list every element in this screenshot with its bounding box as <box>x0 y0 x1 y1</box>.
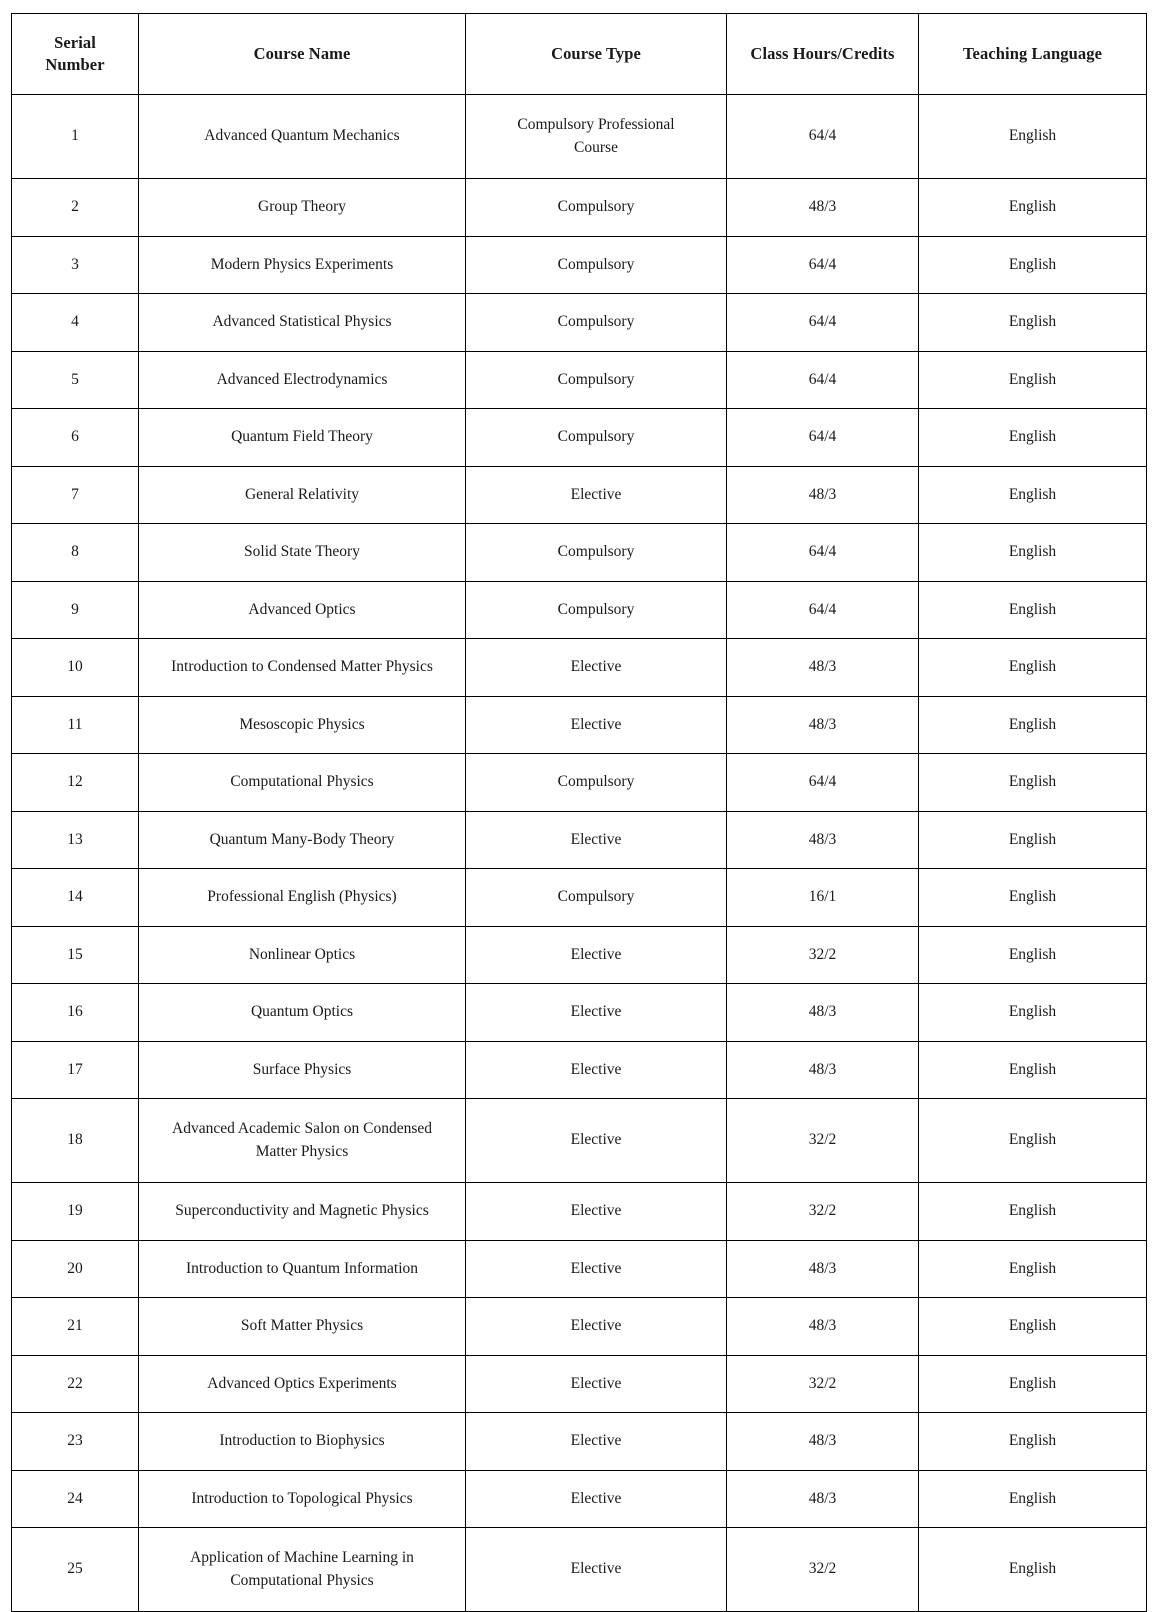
cell-class-hours-credits <box>727 581 919 639</box>
cell-serial-number <box>12 95 139 179</box>
column-header-line: Course Name <box>253 44 351 64</box>
cell-line: 17 <box>67 1060 83 1078</box>
table-row <box>12 524 1147 582</box>
cell-line: Elective <box>570 1131 622 1149</box>
cell-teaching-language <box>919 409 1147 467</box>
cell-line: 48/3 <box>808 485 837 503</box>
table-row <box>12 294 1147 352</box>
cell-line: 10 <box>67 658 83 676</box>
cell-line: Mesoscopic Physics <box>239 715 365 733</box>
cell-line: 48/3 <box>808 1060 837 1078</box>
cell-course-type <box>466 95 727 179</box>
cell-course-name <box>139 1413 466 1471</box>
cell-class-hours-credits <box>727 351 919 409</box>
column-header-line: Class Hours/Credits <box>750 44 895 64</box>
cell-line: 22 <box>67 1374 83 1392</box>
cell-course-type <box>466 1183 727 1241</box>
cell-course-name <box>139 1041 466 1099</box>
cell-course-name <box>139 984 466 1042</box>
cell-line: 1 <box>71 127 79 145</box>
cell-line: English <box>1008 945 1057 963</box>
cell-line: 32/2 <box>808 1560 837 1578</box>
cell-line: Advanced Electrodynamics <box>216 370 388 388</box>
table-row <box>12 351 1147 409</box>
cell-course-name <box>139 1099 466 1183</box>
cell-line: English <box>1008 1131 1057 1149</box>
cell-course-type <box>466 581 727 639</box>
cell-course-name <box>139 754 466 812</box>
cell-course-name <box>139 811 466 869</box>
cell-class-hours-credits <box>727 1470 919 1528</box>
cell-class-hours-credits <box>727 1413 919 1471</box>
cell-course-type <box>466 1355 727 1413</box>
cell-line: Advanced Statistical Physics <box>212 313 392 331</box>
cell-line: Elective <box>570 1374 622 1392</box>
cell-line: 8 <box>71 543 79 561</box>
cell-teaching-language <box>919 1240 1147 1298</box>
cell-course-type <box>466 236 727 294</box>
cell-line: 21 <box>67 1317 83 1335</box>
cell-course-type <box>466 409 727 467</box>
cell-line: 13 <box>67 830 83 848</box>
cell-course-name <box>139 1240 466 1298</box>
cell-class-hours-credits <box>727 926 919 984</box>
cell-class-hours-credits <box>727 811 919 869</box>
cell-teaching-language <box>919 696 1147 754</box>
cell-line: Compulsory <box>557 428 635 446</box>
cell-line: Elective <box>570 1432 622 1450</box>
cell-line: 64/4 <box>808 428 837 446</box>
cell-line: Introduction to Topological Physics <box>191 1489 413 1507</box>
cell-line: English <box>1008 600 1057 618</box>
cell-serial-number <box>12 1413 139 1471</box>
cell-line: Computational Physics <box>230 1571 374 1589</box>
cell-line: Introduction to Biophysics <box>219 1432 385 1450</box>
cell-line: English <box>1008 888 1057 906</box>
cell-teaching-language <box>919 754 1147 812</box>
cell-line: English <box>1008 715 1057 733</box>
cell-class-hours-credits <box>727 754 919 812</box>
cell-line: 25 <box>67 1560 83 1578</box>
cell-line: English <box>1008 1202 1057 1220</box>
cell-line: 32/2 <box>808 945 837 963</box>
cell-line: Compulsory <box>557 773 635 791</box>
cell-line: Elective <box>570 658 622 676</box>
cell-teaching-language <box>919 1413 1147 1471</box>
column-header-line: Teaching Language <box>962 44 1103 64</box>
cell-serial-number <box>12 1183 139 1241</box>
cell-line: General Relativity <box>244 485 360 503</box>
cell-class-hours-credits <box>727 869 919 927</box>
table-row <box>12 1041 1147 1099</box>
table-row <box>12 179 1147 237</box>
cell-course-type <box>466 926 727 984</box>
cell-line: Nonlinear Optics <box>248 945 356 963</box>
table-header <box>12 14 1147 95</box>
column-header-line: Serial <box>54 33 96 53</box>
column-header-class-hours-credits <box>727 14 919 95</box>
cell-teaching-language <box>919 1298 1147 1356</box>
table-row <box>12 1298 1147 1356</box>
cell-class-hours-credits <box>727 409 919 467</box>
table-row <box>12 926 1147 984</box>
cell-course-type <box>466 984 727 1042</box>
cell-class-hours-credits <box>727 1355 919 1413</box>
cell-course-type <box>466 524 727 582</box>
cell-line: Quantum Many-Body Theory <box>209 830 395 848</box>
cell-teaching-language <box>919 294 1147 352</box>
cell-line: 5 <box>71 370 79 388</box>
cell-class-hours-credits <box>727 1240 919 1298</box>
cell-line: 4 <box>71 313 79 331</box>
cell-line: 64/4 <box>808 255 837 273</box>
table-row <box>12 1099 1147 1183</box>
cell-serial-number <box>12 179 139 237</box>
cell-line: English <box>1008 1317 1057 1335</box>
cell-course-type <box>466 1528 727 1612</box>
cell-teaching-language <box>919 984 1147 1042</box>
cell-line: 48/3 <box>808 1432 837 1450</box>
cell-course-name <box>139 409 466 467</box>
cell-class-hours-credits <box>727 466 919 524</box>
cell-line: English <box>1008 428 1057 446</box>
cell-class-hours-credits <box>727 95 919 179</box>
cell-line: 64/4 <box>808 773 837 791</box>
cell-serial-number <box>12 984 139 1042</box>
cell-course-name <box>139 1183 466 1241</box>
cell-serial-number <box>12 1355 139 1413</box>
cell-teaching-language <box>919 926 1147 984</box>
cell-course-name <box>139 466 466 524</box>
cell-line: Elective <box>570 1060 622 1078</box>
table-header-row <box>12 14 1147 95</box>
cell-serial-number <box>12 1470 139 1528</box>
cell-teaching-language <box>919 524 1147 582</box>
cell-line: 48/3 <box>808 1003 837 1021</box>
cell-line: 64/4 <box>808 313 837 331</box>
cell-line: English <box>1008 198 1057 216</box>
cell-line: 64/4 <box>808 127 837 145</box>
cell-line: Application of Machine Learning in <box>190 1549 414 1567</box>
cell-line: 16 <box>67 1003 83 1021</box>
cell-line: 48/3 <box>808 658 837 676</box>
cell-line: 48/3 <box>808 1317 837 1335</box>
table-row <box>12 639 1147 697</box>
cell-course-type <box>466 1041 727 1099</box>
cell-serial-number <box>12 639 139 697</box>
table-row <box>12 1470 1147 1528</box>
column-header-teaching-language <box>919 14 1147 95</box>
table-row <box>12 696 1147 754</box>
cell-line: 48/3 <box>808 1489 837 1507</box>
cell-line: 20 <box>67 1259 83 1277</box>
cell-line: Compulsory Professional <box>517 116 675 134</box>
cell-course-name <box>139 236 466 294</box>
cell-course-type <box>466 294 727 352</box>
cell-course-name <box>139 1355 466 1413</box>
column-header-line: Course Type <box>551 44 641 64</box>
column-header-line: Number <box>45 55 105 74</box>
cell-line: 48/3 <box>808 715 837 733</box>
table-row <box>12 984 1147 1042</box>
cell-serial-number <box>12 294 139 352</box>
cell-course-type <box>466 1470 727 1528</box>
cell-line: 24 <box>67 1489 83 1507</box>
cell-serial-number <box>12 1240 139 1298</box>
cell-line: Elective <box>570 1560 622 1578</box>
cell-line: Quantum Optics <box>250 1003 354 1021</box>
column-header-course-type <box>466 14 727 95</box>
cell-line: English <box>1008 1560 1057 1578</box>
cell-serial-number <box>12 811 139 869</box>
cell-line: 32/2 <box>808 1374 837 1392</box>
cell-line: 19 <box>67 1202 83 1220</box>
cell-line: 48/3 <box>808 198 837 216</box>
cell-line: Matter Physics <box>255 1142 349 1160</box>
cell-class-hours-credits <box>727 294 919 352</box>
cell-course-type <box>466 1413 727 1471</box>
table-row <box>12 466 1147 524</box>
cell-class-hours-credits <box>727 1041 919 1099</box>
cell-line: Course <box>574 138 618 156</box>
cell-serial-number <box>12 754 139 812</box>
cell-line: Modern Physics Experiments <box>210 255 394 273</box>
cell-course-name <box>139 926 466 984</box>
cell-teaching-language <box>919 1355 1147 1413</box>
cell-line: 23 <box>67 1432 83 1450</box>
cell-serial-number <box>12 351 139 409</box>
column-header-course-name <box>139 14 466 95</box>
cell-teaching-language <box>919 1470 1147 1528</box>
cell-teaching-language <box>919 811 1147 869</box>
cell-line: Compulsory <box>557 543 635 561</box>
cell-line: Elective <box>570 830 622 848</box>
cell-line: 3 <box>71 255 79 273</box>
cell-class-hours-credits <box>727 1298 919 1356</box>
cell-course-type <box>466 754 727 812</box>
cell-teaching-language <box>919 581 1147 639</box>
cell-line: 48/3 <box>808 1259 837 1277</box>
cell-line: 48/3 <box>808 830 837 848</box>
table-body <box>12 95 1147 1612</box>
cell-line: English <box>1008 1060 1057 1078</box>
cell-serial-number <box>12 236 139 294</box>
cell-course-name <box>139 95 466 179</box>
cell-course-name <box>139 696 466 754</box>
cell-line: Elective <box>570 485 622 503</box>
cell-class-hours-credits <box>727 524 919 582</box>
cell-line: Superconductivity and Magnetic Physics <box>175 1202 429 1220</box>
cell-line: Professional English (Physics) <box>207 888 397 906</box>
cell-class-hours-credits <box>727 639 919 697</box>
cell-line: Elective <box>570 945 622 963</box>
cell-serial-number <box>12 524 139 582</box>
cell-course-name <box>139 351 466 409</box>
cell-serial-number <box>12 1099 139 1183</box>
cell-serial-number <box>12 696 139 754</box>
table-row <box>12 1183 1147 1241</box>
cell-line: English <box>1008 370 1057 388</box>
table-row <box>12 869 1147 927</box>
table-row <box>12 409 1147 467</box>
cell-serial-number <box>12 1298 139 1356</box>
course-table-container <box>11 13 1146 1612</box>
cell-line: 7 <box>71 485 79 503</box>
cell-line: 2 <box>71 198 79 216</box>
cell-line: Compulsory <box>557 888 635 906</box>
cell-teaching-language <box>919 1041 1147 1099</box>
cell-line: English <box>1008 255 1057 273</box>
cell-line: 16/1 <box>808 888 837 906</box>
cell-serial-number <box>12 869 139 927</box>
course-schedule-table <box>11 13 1147 1612</box>
cell-teaching-language <box>919 466 1147 524</box>
cell-line: Quantum Field Theory <box>231 428 373 446</box>
cell-line: Elective <box>570 715 622 733</box>
cell-line: Elective <box>570 1003 622 1021</box>
cell-line: English <box>1008 830 1057 848</box>
table-row <box>12 581 1147 639</box>
column-header-serial-number <box>12 14 139 95</box>
cell-line: Compulsory <box>557 370 635 388</box>
cell-line: Introduction to Quantum Information <box>185 1259 419 1277</box>
cell-teaching-language <box>919 236 1147 294</box>
cell-line: English <box>1008 313 1057 331</box>
cell-course-type <box>466 1240 727 1298</box>
cell-line: Computational Physics <box>230 773 374 791</box>
cell-line: 32/2 <box>808 1202 837 1220</box>
cell-line: Group Theory <box>258 198 346 216</box>
cell-line: Advanced Academic Salon on Condensed <box>172 1120 432 1138</box>
cell-line: Compulsory <box>557 255 635 273</box>
cell-line: English <box>1008 127 1057 145</box>
table-row <box>12 236 1147 294</box>
cell-line: 12 <box>67 773 83 791</box>
cell-line: Advanced Optics Experiments <box>207 1374 397 1392</box>
cell-line: Elective <box>570 1317 622 1335</box>
cell-line: 18 <box>67 1131 83 1149</box>
cell-line: 64/4 <box>808 543 837 561</box>
cell-line: Compulsory <box>557 198 635 216</box>
cell-course-type <box>466 351 727 409</box>
cell-line: English <box>1008 1374 1057 1392</box>
cell-class-hours-credits <box>727 179 919 237</box>
cell-serial-number <box>12 926 139 984</box>
table-row <box>12 1355 1147 1413</box>
cell-course-type <box>466 696 727 754</box>
cell-course-name <box>139 294 466 352</box>
cell-teaching-language <box>919 179 1147 237</box>
cell-class-hours-credits <box>727 696 919 754</box>
cell-course-name <box>139 1298 466 1356</box>
cell-line: English <box>1008 543 1057 561</box>
cell-line: Advanced Quantum Mechanics <box>204 127 400 145</box>
cell-teaching-language <box>919 1528 1147 1612</box>
table-row <box>12 811 1147 869</box>
cell-teaching-language <box>919 1099 1147 1183</box>
table-row <box>12 1240 1147 1298</box>
cell-line: English <box>1008 1489 1057 1507</box>
table-row <box>12 95 1147 179</box>
cell-class-hours-credits <box>727 1183 919 1241</box>
cell-line: 9 <box>71 600 79 618</box>
cell-class-hours-credits <box>727 1099 919 1183</box>
cell-serial-number <box>12 1528 139 1612</box>
cell-course-type <box>466 1298 727 1356</box>
cell-teaching-language <box>919 351 1147 409</box>
cell-course-type <box>466 811 727 869</box>
cell-line: 15 <box>67 945 83 963</box>
cell-line: Elective <box>570 1259 622 1277</box>
cell-course-name <box>139 1470 466 1528</box>
cell-teaching-language <box>919 1183 1147 1241</box>
cell-course-name <box>139 639 466 697</box>
cell-line: Introduction to Condensed Matter Physics <box>171 658 433 676</box>
cell-line: Surface Physics <box>252 1060 352 1078</box>
cell-line: Elective <box>570 1489 622 1507</box>
cell-line: English <box>1008 1003 1057 1021</box>
table-row <box>12 1413 1147 1471</box>
cell-line: 14 <box>67 888 83 906</box>
cell-teaching-language <box>919 869 1147 927</box>
cell-line: Solid State Theory <box>244 543 360 561</box>
cell-serial-number <box>12 466 139 524</box>
cell-line: English <box>1008 1432 1057 1450</box>
cell-line: Compulsory <box>557 313 635 331</box>
cell-course-name <box>139 524 466 582</box>
table-row <box>12 754 1147 812</box>
cell-course-type <box>466 639 727 697</box>
cell-course-type <box>466 179 727 237</box>
cell-class-hours-credits <box>727 236 919 294</box>
cell-class-hours-credits <box>727 984 919 1042</box>
cell-line: 64/4 <box>808 370 837 388</box>
cell-line: English <box>1008 1259 1057 1277</box>
cell-line: 64/4 <box>808 600 837 618</box>
cell-line: Soft Matter Physics <box>240 1317 364 1335</box>
cell-serial-number <box>12 581 139 639</box>
cell-line: 11 <box>67 715 83 733</box>
cell-line: 6 <box>71 428 79 446</box>
cell-line: 32/2 <box>808 1131 837 1149</box>
cell-line: English <box>1008 773 1057 791</box>
cell-serial-number <box>12 1041 139 1099</box>
cell-course-name <box>139 869 466 927</box>
cell-line: Compulsory <box>557 600 635 618</box>
cell-course-type <box>466 869 727 927</box>
cell-class-hours-credits <box>727 1528 919 1612</box>
cell-line: Advanced Optics <box>248 600 356 618</box>
cell-teaching-language <box>919 95 1147 179</box>
cell-line: English <box>1008 658 1057 676</box>
cell-course-name <box>139 581 466 639</box>
cell-course-name <box>139 179 466 237</box>
cell-line: English <box>1008 485 1057 503</box>
cell-line: Elective <box>570 1202 622 1220</box>
cell-course-name <box>139 1528 466 1612</box>
cell-teaching-language <box>919 639 1147 697</box>
cell-serial-number <box>12 409 139 467</box>
table-row <box>12 1528 1147 1612</box>
cell-course-type <box>466 466 727 524</box>
cell-course-type <box>466 1099 727 1183</box>
